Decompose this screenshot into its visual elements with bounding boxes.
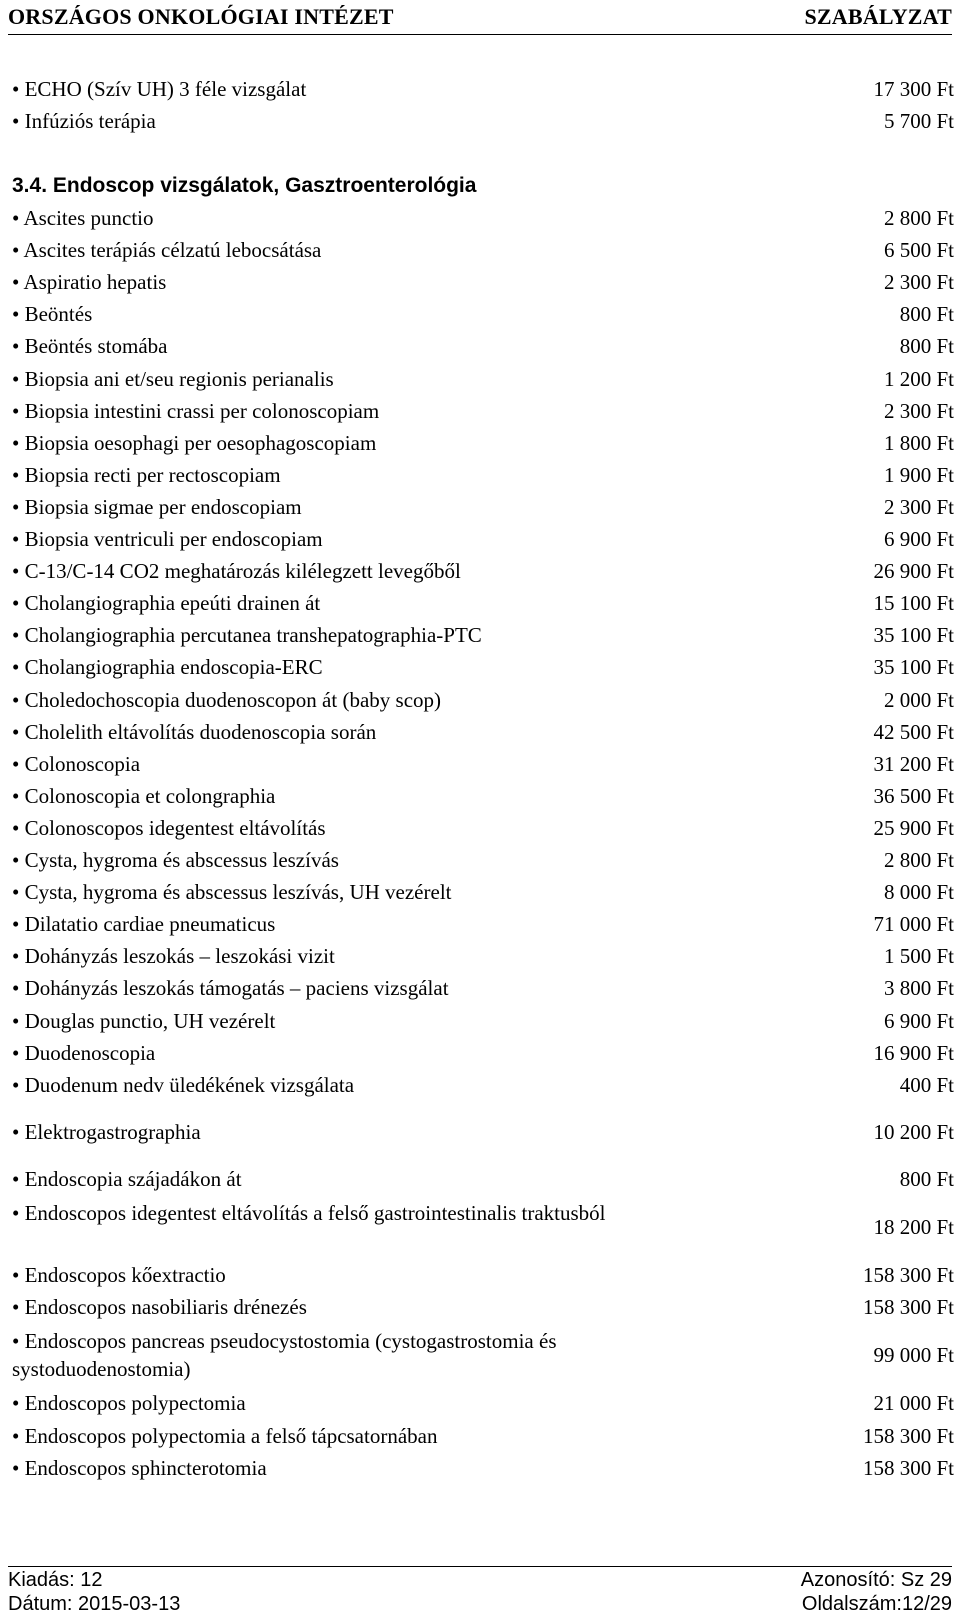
item-label: • Biopsia intestini crassi per colonoscopiam [12,399,380,423]
item-price: 71 000 Ft [873,912,954,936]
item-price: 8 000 Ft [883,880,954,904]
page-number: Oldalszám:12/29 [801,1593,952,1615]
page-footer [8,1566,952,1618]
item-label: • Dohányzás leszokás – leszokási vizit [12,944,335,968]
item-label: • Biopsia ventriculi per endoscopiam [12,527,323,551]
item-label: • Biopsia oesophagi per oesophagoscopiam [12,431,377,455]
item-label: • Beöntés [12,302,93,326]
item-price: 2 300 Ft [883,495,954,519]
item-price: 400 Ft [899,1073,954,1097]
identifier: Azonosító: Sz 29 [800,1569,952,1591]
item-price: 5 700 Ft [883,109,954,133]
section-title: 3.4. Endoscop vizsgálatok, Gasztroenterológia [12,174,477,197]
item-price: 18 200 Ft [873,1215,954,1239]
price-list [12,0,954,1560]
document-type: SZABÁLYZAT [804,4,952,29]
item-price: 31 200 Ft [873,752,954,776]
item-price: 10 200 Ft [873,1120,954,1144]
item-label: • Ascites punctio [12,206,154,230]
edition: Kiadás: 12 [8,1569,103,1591]
item-price: 35 100 Ft [873,655,954,679]
item-price: 3 800 Ft [883,976,954,1000]
item-label: • Endoscopos pancreas pseudocystostomia (cystogastrostomia és systoduodenostomia) [12,1329,557,1381]
item-price: 158 300 Ft [862,1295,954,1319]
item-label: • Beöntés stomába [12,334,168,358]
item-label: • Ascites terápiás célzatú lebocsátása [12,238,322,262]
item-label: • Choledochoscopia duodenoscopon át (baby scop) [12,688,442,712]
item-label: • Biopsia sigmae per endoscopiam [12,495,302,519]
item-label: • Endoscopos idegentest eltávolítás a felső gastrointestinalis traktusból [12,1201,606,1225]
item-price: 25 900 Ft [873,816,954,840]
item-label: • Endoscopos sphincterotomia [12,1456,267,1480]
item-price: 2 300 Ft [883,270,954,294]
item-label: • Endoscopia szájadákon át [12,1167,242,1191]
institution-name: ORSZÁGOS ONKOLÓGIAI INTÉZET [8,4,394,29]
item-price: 1 800 Ft [883,431,954,455]
item-label: • Cholelith eltávolítás duodenoscopia során [12,720,377,744]
item-label: • Endoscopos nasobiliaris drénezés [12,1295,307,1319]
item-price: 1 200 Ft [883,367,954,391]
item-label: • Douglas punctio, UH vezérelt [12,1009,276,1033]
item-price: 99 000 Ft [873,1343,954,1367]
item-label: • Endoscopos kőextractio [12,1263,226,1287]
item-label: • Cholangiographia percutanea transhepatographia-PTC [12,623,482,647]
date: Dátum: 2015-03-13 [8,1593,181,1615]
item-price: 1 900 Ft [883,463,954,487]
item-label: • Infúziós terápia [12,109,156,133]
item-price: 2 800 Ft [883,206,954,230]
item-label: • Cholangiographia epeúti drainen át [12,591,321,615]
item-label: • ECHO (Szív UH) 3 féle vizsgálat [12,77,307,101]
item-price: 21 000 Ft [873,1391,954,1415]
item-price: 800 Ft [899,1167,954,1191]
item-label: • Biopsia ani et/seu regionis perianalis [12,367,334,391]
item-label: • Colonoscopia et colongraphia [12,784,276,808]
item-price: 35 100 Ft [873,623,954,647]
item-price: 16 900 Ft [873,1041,954,1065]
item-price: 800 Ft [899,302,954,326]
item-price: 6 500 Ft [883,238,954,262]
item-price: 6 900 Ft [883,527,954,551]
item-label: • C-13/C-14 CO2 meghatározás kilélegzett levegőből [12,559,461,583]
item-label: • Duodenoscopia [12,1041,156,1065]
item-price: 1 500 Ft [883,944,954,968]
item-label: • Elektrogastrographia [12,1120,201,1144]
item-label: • Duodenum nedv üledékének vizsgálata [12,1073,355,1097]
item-label: • Aspiratio hepatis [12,270,167,294]
item-label: • Cysta, hygroma és abscessus leszívás [12,848,339,872]
item-label: • Cholangiographia endoscopia-ERC [12,655,323,679]
item-price: 6 900 Ft [883,1009,954,1033]
item-price: 17 300 Ft [873,77,954,101]
item-price: 2 300 Ft [883,399,954,423]
item-label: • Endoscopos polypectomia [12,1391,246,1415]
item-price: 26 900 Ft [873,559,954,583]
item-label: • Biopsia recti per rectoscopiam [12,463,281,487]
item-label: • Colonoscopia [12,752,141,776]
item-price: 36 500 Ft [873,784,954,808]
item-price: 158 300 Ft [862,1456,954,1480]
item-label: • Cysta, hygroma és abscessus leszívás, UH vezérelt [12,880,452,904]
item-label: • Colonoscopos idegentest eltávolítás [12,816,326,840]
item-price: 158 300 Ft [862,1263,954,1287]
item-price: 15 100 Ft [873,591,954,615]
item-price: 2 800 Ft [883,848,954,872]
item-price: 800 Ft [899,334,954,358]
item-price: 158 300 Ft [862,1424,954,1448]
item-label: • Endoscopos polypectomia a felső tápcsatornában [12,1424,438,1448]
item-price: 42 500 Ft [873,720,954,744]
item-price: 2 000 Ft [883,688,954,712]
item-label: • Dohányzás leszokás támogatás – paciens vizsgálat [12,976,449,1000]
item-label: • Dilatatio cardiae pneumaticus [12,912,276,936]
